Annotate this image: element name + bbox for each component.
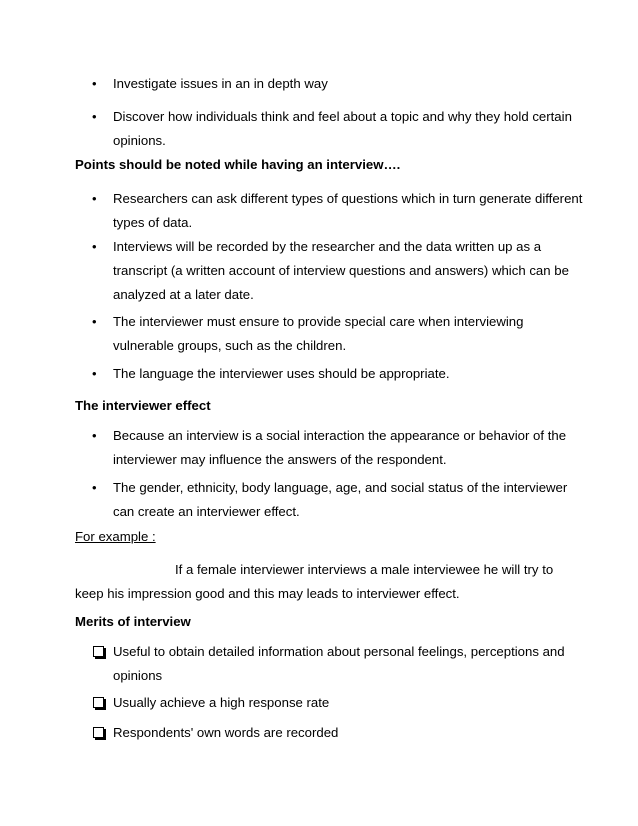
section-heading-points: Points should be noted while having an interview…. bbox=[75, 157, 401, 172]
bullet-marker: • bbox=[92, 191, 97, 206]
bullet-text: Because an interview is a social interaction the appearance or behavior of the interviewer may influence the answers of the respondent. bbox=[113, 428, 567, 467]
merit-text: Respondents' own words are recorded bbox=[113, 725, 339, 740]
bullet-text: The interviewer must ensure to provide special care when interviewing vulnerable groups, such as the children. bbox=[113, 314, 524, 353]
bullet-text: The gender, ethnicity, body language, age, and social status of the interviewer can create an interviewer effect. bbox=[113, 480, 568, 519]
bullet-marker: • bbox=[92, 76, 97, 91]
bullet-text: Discover how individuals think and feel about a topic and why they hold certain opinions. bbox=[113, 109, 572, 148]
bullet-text: The language the interviewer uses should be appropriate. bbox=[113, 366, 450, 381]
bullet-marker: • bbox=[92, 314, 97, 329]
bullet-marker: • bbox=[92, 428, 97, 443]
example-label: For example : bbox=[75, 529, 156, 544]
merit-text: Useful to obtain detailed information about personal feelings, perceptions and opinions bbox=[113, 644, 565, 683]
bullet-text: Researchers can ask different types of questions which in turn generate different types of data. bbox=[113, 191, 583, 230]
bullet-marker: • bbox=[92, 366, 97, 381]
checkbox-bullet-icon bbox=[93, 727, 104, 738]
checkbox-bullet-icon bbox=[93, 697, 104, 708]
example-text: If a female interviewer interviews a male interviewee he will try to keep his impression good and this may leads to interviewer effect. bbox=[75, 562, 554, 601]
bullet-marker: • bbox=[92, 480, 97, 495]
bullet-marker: • bbox=[92, 239, 97, 254]
bullet-text: Interviews will be recorded by the researcher and the data written up as a transcript (a written account of interview questions and answers) which can be analyzed at a later date. bbox=[113, 239, 569, 302]
bullet-marker: • bbox=[92, 109, 97, 124]
section-heading-merits: Merits of interview bbox=[75, 614, 191, 629]
section-heading-effect: The interviewer effect bbox=[75, 398, 211, 413]
bullet-text: Investigate issues in an in depth way bbox=[113, 76, 328, 91]
checkbox-bullet-icon bbox=[93, 646, 104, 657]
merit-text: Usually achieve a high response rate bbox=[113, 695, 330, 710]
